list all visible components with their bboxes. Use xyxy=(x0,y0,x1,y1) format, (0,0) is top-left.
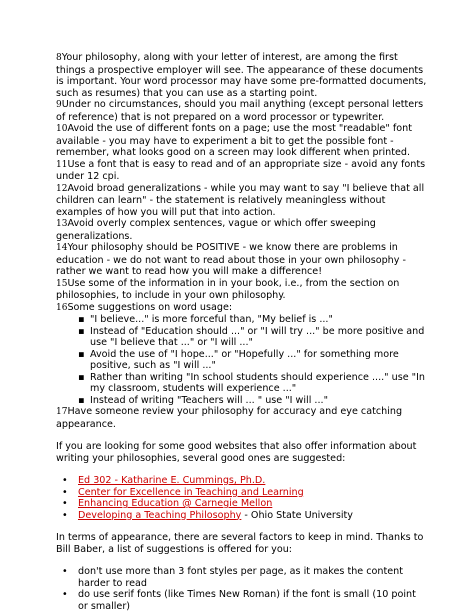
item-number: 12 xyxy=(56,183,68,194)
link-center-excellence[interactable]: Center for Excellence in Teaching and Learning xyxy=(78,486,304,498)
list-item xyxy=(56,99,428,123)
suggestion-item xyxy=(78,372,428,395)
suggestion-text: Avoid the use of "I hope..." or "Hopefully ..." for something more positive, such as "I will ..." xyxy=(90,348,399,371)
item-text: Have someone review your philosophy for accuracy and eye catching appearance. xyxy=(56,406,403,430)
bullet-icon: • xyxy=(62,475,68,486)
tip-text: don't use more than 3 font styles per page, as it makes the content harder to read xyxy=(78,566,403,589)
item-number: 9 xyxy=(56,100,62,110)
item-number: 16 xyxy=(56,302,68,313)
item-text: Avoid overly complex sentences, vague or which offer sweeping generalizations. xyxy=(56,218,376,242)
suggestion-item xyxy=(78,349,428,372)
item-number: 15 xyxy=(56,278,68,289)
link-item xyxy=(56,475,428,487)
bullet-icon: ▪ xyxy=(78,348,85,360)
list-item xyxy=(56,302,428,315)
link-item xyxy=(56,487,428,499)
item-text: Avoid broad generalizations - while you may want to say "I believe that all children can learn" - the statement is relatively meaningless without examples of how you will put that into action. xyxy=(56,182,425,218)
word-usage-list xyxy=(56,314,428,406)
list-item xyxy=(56,183,428,219)
list-item xyxy=(56,159,428,183)
suggestion-item xyxy=(78,326,428,349)
link-ed302[interactable]: Ed 302 - Katharine E. Cummings, Ph.D. xyxy=(78,475,266,486)
suggestion-text: "I believe..." is more forceful than, "My belief is ..." xyxy=(90,314,333,325)
suggestion-item xyxy=(78,314,428,326)
list-item xyxy=(56,406,428,430)
list-item xyxy=(56,218,428,242)
tip-text: do use serif fonts (like Times New Roman) if the font is small (10 point or smaller) xyxy=(78,589,416,612)
bullet-icon: • xyxy=(62,509,68,521)
item-text: Avoid the use of different fonts on a page; use the most "readable" font available - you may have to experiment a bit to get the possible font - remember, what looks good on a screen may look different when printed. xyxy=(56,123,412,158)
item-number: 10 xyxy=(56,124,68,134)
tip-item xyxy=(56,589,428,612)
bullet-icon: ▪ xyxy=(78,314,85,325)
bullet-icon: ▪ xyxy=(78,371,85,383)
link-carnegie-mellon[interactable]: Enhancing Education @ Carnegie Mellon xyxy=(78,498,273,509)
link-suffix: - Ohio State University xyxy=(241,509,353,521)
list-item xyxy=(56,52,428,99)
bullet-icon: ▪ xyxy=(78,325,85,337)
item-text: Some suggestions on word usage: xyxy=(67,301,233,313)
link-teaching-philosophy[interactable]: Developing a Teaching Philosophy xyxy=(78,509,242,521)
bullet-icon: ▪ xyxy=(78,394,85,406)
website-links-list xyxy=(56,475,428,521)
bullet-icon: • xyxy=(62,589,68,600)
bullet-icon: • xyxy=(62,566,68,577)
suggestion-text: Rather than writing "In school students should experience ...." use "In my classroom, students will experience ..." xyxy=(90,371,425,394)
suggestion-item xyxy=(78,395,428,407)
list-item xyxy=(56,278,428,302)
link-item xyxy=(56,510,428,522)
list-item xyxy=(56,123,428,159)
item-text: Use some of the information in in your book, i.e., from the section on philosophies, to include in your own philosophy. xyxy=(56,277,400,301)
item-number: 13 xyxy=(56,219,68,229)
bullet-icon: • xyxy=(62,498,68,509)
tip-item xyxy=(56,566,428,589)
bullet-icon: • xyxy=(62,486,68,498)
item-number: 17 xyxy=(56,407,68,417)
item-text: Under no circumstances, should you mail anything (except personal letters of reference) that is not prepared on a word processor or typewriter. xyxy=(56,99,424,123)
list-item xyxy=(56,242,428,278)
item-text: Your philosophy should be POSITIVE - we know there are problems in education - we do not want to read about those in your own philosophy - rather we want to read how you will make a difference! xyxy=(56,242,406,277)
item-text: Use a font that is easy to read and of an appropriate size - avoid any fonts under 12 cpi. xyxy=(56,158,426,182)
document-page xyxy=(56,52,428,612)
suggestion-text: Instead of "Education should ..." or "I will try ..." be more positive and use "I believe that ..." or "I will ..." xyxy=(90,325,425,348)
link-item xyxy=(56,498,428,510)
appearance-tips-list xyxy=(56,566,428,612)
suggestion-text: Instead of writing "Teachers will ... " use "I will ..." xyxy=(90,394,328,406)
websites-intro: If you are looking for some good websites that also offer information about writing your philosophies, several good ones are suggested: xyxy=(56,441,417,464)
item-text: Your philosophy, along with your letter of interest, are among the first things a prospective employer will see. The appearance of these documents is important. Your word processor may have some pre-formatted documents, such as resumes) that you can use as a starting point. xyxy=(56,52,427,99)
item-number: 14 xyxy=(56,243,68,253)
item-number: 8 xyxy=(56,53,62,63)
item-number: 11 xyxy=(56,159,68,170)
appearance-intro: In terms of appearance, there are several factors to keep in mind. Thanks to Bill Baber, a list of suggestions is offered for you: xyxy=(56,532,424,555)
